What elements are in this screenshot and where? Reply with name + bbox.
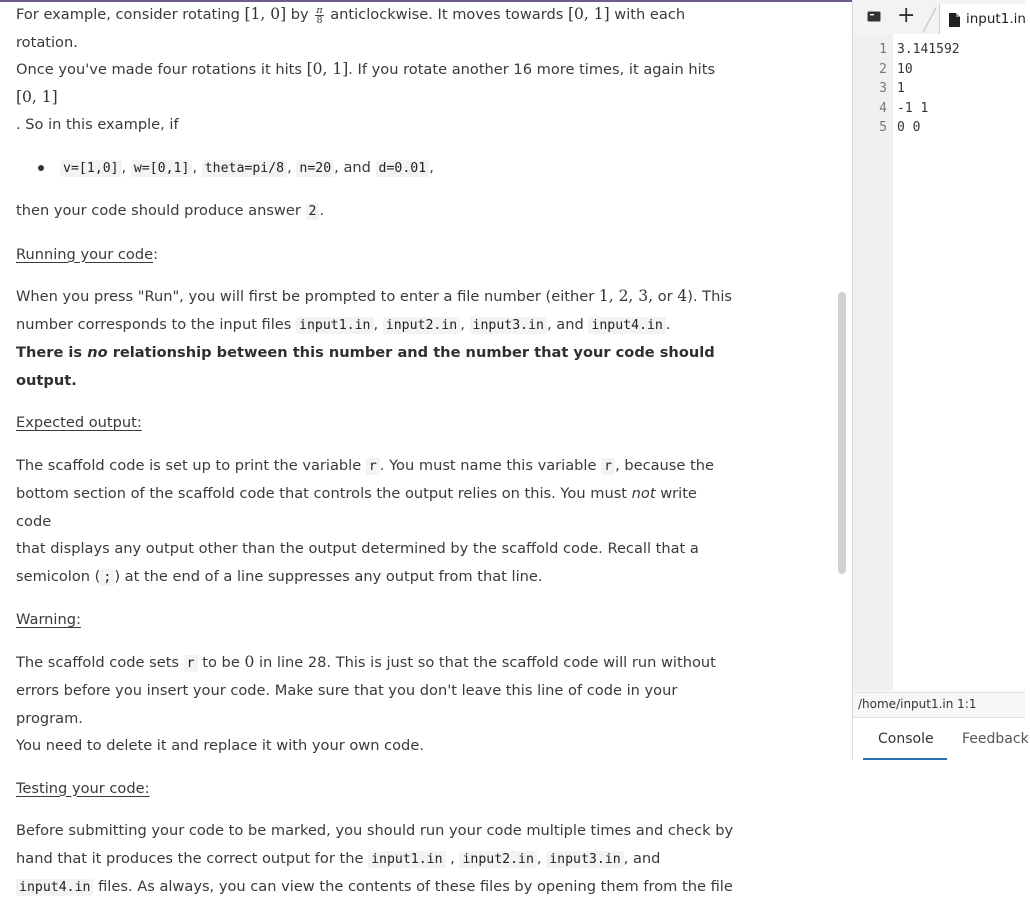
heading-text: Testing your code:: [16, 779, 150, 797]
section-heading-testing: [16, 775, 736, 803]
inline-code: ;: [100, 569, 114, 586]
math-vector: [0, 1]: [16, 87, 58, 106]
text: ,: [192, 158, 202, 176]
line-number: 4: [879, 100, 887, 116]
tab-console[interactable]: Console: [878, 731, 934, 747]
heading-text: Running your code: [16, 245, 154, 263]
paragraph: [16, 563, 736, 592]
math-vector: [1, 0]: [244, 5, 287, 23]
text: in line 28. This is just so that the scaffold code will run without: [254, 653, 716, 671]
instructions-scrollbar[interactable]: [838, 292, 846, 574]
spacer: [16, 182, 736, 197]
paragraph: [16, 845, 736, 874]
terminal-icon[interactable]: [867, 11, 881, 22]
text: or: [653, 288, 678, 305]
spacer: [16, 591, 736, 606]
text: files. As always, you can view the contents of these files by opening them from the file: [93, 878, 733, 895]
inline-code: r: [184, 655, 198, 672]
text: to be: [197, 653, 245, 671]
tab-label: input1.in: [966, 11, 1026, 27]
paragraph: Before submitting your code to be marked, you should run your code multiple times and check by: [16, 822, 734, 839]
line-number: 5: [879, 120, 887, 135]
paragraph: You need to delete it and replace it with your own code.: [16, 737, 424, 754]
inline-code: 2: [306, 203, 320, 220]
text: with each rotation.: [16, 6, 686, 51]
tab-input1[interactable]: [939, 4, 1030, 34]
inline-code: input2.in: [459, 851, 536, 868]
spacer: [16, 437, 736, 452]
inline-code: v=[1,0]: [60, 160, 122, 177]
paragraph: [16, 480, 736, 535]
text: The scaffold code sets: [16, 653, 184, 671]
text: ,: [460, 315, 470, 333]
inline-code: r: [601, 458, 615, 475]
code-line[interactable]: 1: [897, 81, 905, 96]
paragraph: that displays any output other than the output determined by the scaffold code. Recall that a: [16, 540, 699, 557]
text: , and: [547, 315, 589, 333]
text: relationship between this number and the number that your code should output.: [16, 344, 715, 389]
paragraph: [16, 56, 736, 111]
heading-text: Warning:: [16, 611, 81, 628]
text: ). This: [687, 288, 732, 305]
text: The scaffold code is set up to print the variable: [16, 456, 366, 474]
spacer: [16, 394, 736, 409]
section-heading-expected: [16, 409, 736, 437]
bullet-icon: [38, 165, 44, 171]
text: ,: [121, 158, 131, 176]
text: :: [153, 245, 159, 263]
text: There is: [16, 344, 88, 361]
spacer: [16, 802, 736, 817]
inline-code: theta=pi/8: [202, 160, 287, 177]
paragraph: [16, 1, 736, 56]
text: . You must name this variable: [379, 456, 602, 474]
tab-feedback[interactable]: Feedback: [962, 731, 1029, 747]
paragraph: [16, 311, 736, 340]
inline-code: n=20: [296, 160, 334, 177]
paragraph: [16, 452, 736, 481]
text: anticlockwise. It moves towards: [325, 6, 568, 23]
file-icon: [949, 13, 960, 27]
code-line[interactable]: 3.141592: [897, 42, 960, 57]
paragraph: [16, 283, 736, 311]
inline-code: input2.in: [383, 317, 460, 334]
paragraph: [16, 649, 736, 678]
file-path-status: /home/input1.in 1:1: [858, 697, 977, 711]
section-heading-running: [16, 241, 736, 269]
text: Once you've made four rotations it hits: [16, 61, 307, 78]
fraction-numerator: π: [316, 4, 323, 16]
spacer: [16, 226, 736, 241]
text: bottom section of the scaffold code that controls the output relies on this. You must: [16, 485, 632, 502]
code-line[interactable]: -1 1: [897, 100, 929, 116]
tab-divider: [922, 7, 936, 32]
spacer: [16, 268, 736, 283]
math-text: 0: [244, 652, 255, 671]
fraction-denominator: 8: [316, 14, 323, 26]
inline-code: input1.in: [296, 317, 373, 334]
section-heading-warning: [16, 606, 736, 634]
text: , because the: [615, 456, 714, 474]
fraction: [315, 6, 323, 25]
editor-pane: [852, 0, 1029, 760]
add-tab-button[interactable]: +: [897, 3, 916, 28]
code-line[interactable]: 0 0: [897, 120, 921, 135]
line-number: 3: [879, 81, 887, 96]
spacer: [16, 139, 736, 154]
text: by: [286, 6, 314, 23]
text: semicolon (: [16, 567, 101, 585]
emphasis: no: [87, 344, 108, 361]
text: ,: [429, 158, 434, 176]
code-line[interactable]: 10: [897, 61, 913, 77]
line-number: 2: [879, 61, 887, 77]
text: ,: [373, 315, 383, 333]
text: .: [665, 315, 671, 333]
math-text: 1, 2, 3,: [598, 287, 654, 305]
inline-code: input3.in: [470, 317, 547, 334]
inline-code: input3.in: [546, 851, 623, 868]
spacer: [16, 634, 736, 649]
paragraph: [16, 197, 736, 226]
paragraph: [16, 873, 736, 902]
text: , and: [623, 849, 661, 867]
inline-code: w=[0,1]: [131, 160, 193, 177]
paragraph: . So in this example, if: [16, 116, 179, 133]
text: number corresponds to the input files: [16, 315, 297, 333]
paragraph: [16, 339, 736, 394]
text: ,: [445, 849, 460, 867]
inline-code: input4.in: [16, 879, 93, 896]
paragraph: errors before you insert your code. Make sure that you don't leave this line of code in your program.: [16, 682, 678, 727]
text: ,: [536, 849, 547, 867]
line-number: 1: [879, 42, 887, 57]
active-tab-indicator: [863, 758, 947, 760]
list-item: [16, 154, 736, 183]
math-vector: [0, 1]: [567, 5, 610, 23]
inline-code: input1.in: [368, 851, 445, 868]
text: ,: [287, 158, 297, 176]
text: . If you rotate another 16 more times, it again hits: [348, 61, 716, 78]
editor-status-bar: [853, 692, 1025, 717]
text: write code: [16, 485, 697, 530]
text: .: [319, 202, 325, 219]
inline-code: r: [366, 458, 380, 475]
math-text: 4: [677, 287, 688, 305]
spacer: [16, 760, 736, 775]
editor-tab-bar: [853, 0, 1025, 34]
text: hand that it produces the correct output for the: [16, 849, 369, 867]
bottom-panel-tabs: [853, 717, 1029, 761]
text: ) at the end of a line suppresses any output from that line.: [114, 567, 543, 585]
heading-text: Expected output:: [16, 414, 142, 431]
emphasis: not: [631, 485, 656, 502]
text: , and: [334, 158, 376, 176]
math-vector: [0, 1]: [306, 60, 349, 78]
text: When you press "Run", you will first be prompted to enter a file number (either: [16, 288, 599, 305]
text: then your code should produce answer: [16, 202, 306, 219]
inline-code: input4.in: [588, 317, 665, 334]
inline-code: d=0.01: [376, 160, 430, 177]
text: For example, consider rotating: [16, 6, 245, 23]
